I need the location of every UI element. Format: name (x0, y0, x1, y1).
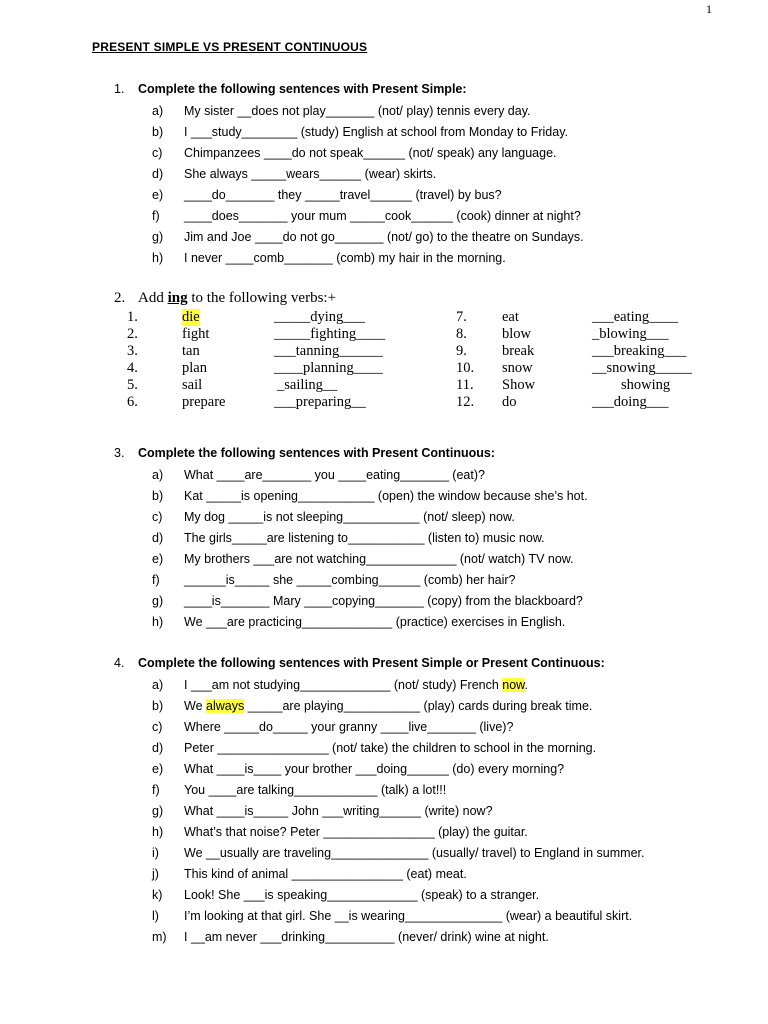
item-text: _____are playing___________ (play) cards during break time. (244, 699, 593, 713)
verb-answer: __snowing_____ (592, 360, 692, 376)
section-2-heading (114, 290, 336, 307)
item-text: I ___study________ (study) English at school from Monday to Friday. (184, 125, 569, 139)
section-number: 4. (114, 656, 125, 670)
item-letter: d) (152, 741, 164, 755)
item-text: I never ____comb_______ (comb) my hair in the morning. (184, 251, 506, 265)
verb-number: 12. (456, 394, 475, 410)
exercise-item (152, 488, 588, 509)
verb-word: tan (182, 343, 200, 359)
exercise-item (152, 530, 588, 551)
exercise-item (152, 866, 644, 887)
item-text: I ___am not studying_____________ (not/ study) French (184, 678, 503, 692)
section-number: 1. (114, 82, 125, 96)
item-text: We (184, 699, 206, 713)
item-text: Look! She ___is speaking_____________ (speak) to a stranger. (184, 888, 540, 902)
section-title: Complete the following sentences with Present Continuous: (138, 446, 495, 460)
item-letter: k) (152, 888, 163, 902)
item-text: Where _____do_____ your granny ____live_______ (live)? (184, 720, 514, 734)
exercise-item (152, 908, 644, 929)
verb-answer: ___doing___ (592, 394, 669, 410)
item-text: My sister __does not play_______ (not/ play) tennis every day. (184, 104, 531, 118)
item-letter: g) (152, 230, 164, 244)
exercise-item (152, 145, 584, 166)
item-letter: g) (152, 594, 164, 608)
item-text: ____do_______ they _____travel______ (travel) by bus? (184, 188, 502, 202)
section-1-items (152, 103, 584, 271)
item-text: ____is_______ Mary ____copying_______ (copy) from the blackboard? (184, 594, 583, 608)
section-number: 2. (114, 290, 126, 306)
exercise-item (152, 803, 644, 824)
item-letter: e) (152, 762, 164, 776)
verb-word: break (502, 343, 535, 359)
item-text: My brothers ___are not watching_____________ (not/ watch) TV now. (184, 552, 574, 566)
item-letter: f) (152, 573, 160, 587)
item-letter: h) (152, 825, 164, 839)
item-letter: f) (152, 783, 160, 797)
exercise-item (152, 761, 644, 782)
item-letter: a) (152, 104, 164, 118)
section-1-heading (114, 82, 467, 96)
item-letter: b) (152, 489, 164, 503)
verb-number: 6. (127, 394, 138, 410)
verb-word: do (502, 394, 517, 410)
item-text: You ____are talking____________ (talk) a lot!!! (184, 783, 447, 797)
exercise-item (152, 572, 588, 593)
item-text: What’s that noise? Peter ________________ (play) the guitar. (184, 825, 528, 839)
item-text: ______is_____ she _____combing______ (comb) her hair? (184, 573, 516, 587)
verb-word: sail (182, 377, 203, 393)
item-text: We ___are practicing_____________ (practice) exercises in English. (184, 615, 566, 629)
section-3-heading (114, 446, 495, 460)
exercise-item (152, 845, 644, 866)
verb-row (0, 326, 768, 343)
verb-answer: ___breaking___ (592, 343, 687, 359)
exercise-item (152, 208, 584, 229)
item-letter: c) (152, 146, 163, 160)
heading-after: to the following verbs:+ (187, 290, 337, 306)
verb-word: prepare (182, 394, 226, 410)
verb-row (0, 394, 768, 411)
section-title: Complete the following sentences with Present Simple: (138, 82, 467, 96)
verb-word: snow (502, 360, 533, 376)
item-text: The girls_____are listening to___________ (listen to) music now. (184, 531, 545, 545)
verb-number: 8. (456, 326, 467, 342)
item-letter: c) (152, 510, 163, 524)
section-number: 3. (114, 446, 125, 460)
item-text: What ____is____ your brother ___doing______ (do) every morning? (184, 762, 565, 776)
verb-answer: _____dying___ (274, 309, 366, 325)
exercise-item (152, 593, 588, 614)
item-letter: h) (152, 615, 164, 629)
verb-number: 7. (456, 309, 467, 325)
item-letter: e) (152, 188, 164, 202)
item-letter: b) (152, 699, 164, 713)
exercise-item (152, 719, 644, 740)
item-text: . (524, 678, 529, 692)
item-text: I __am never ___drinking__________ (never/ drink) wine at night. (184, 930, 549, 944)
verb-row (0, 360, 768, 377)
section-4-heading (114, 656, 605, 670)
verb-number: 4. (127, 360, 138, 376)
verb-word: Show (502, 377, 536, 393)
exercise-item (152, 103, 584, 124)
section-3-items (152, 467, 588, 635)
item-text: This kind of animal ________________ (eat) meat. (184, 867, 467, 881)
item-letter: m) (152, 930, 167, 944)
item-letter: j) (152, 867, 159, 881)
verb-answer: ___tanning______ (274, 343, 383, 359)
item-text: Peter ________________ (not/ take) the children to school in the morning. (184, 741, 597, 755)
item-text: What ____are_______ you ____eating_______ (eat)? (184, 468, 485, 482)
verb-word: eat (502, 309, 519, 325)
item-letter: e) (152, 552, 164, 566)
worksheet-title: PRESENT SIMPLE VS PRESENT CONTINUOUS (92, 40, 368, 54)
page-number: 1 (706, 2, 712, 16)
item-letter: c) (152, 720, 163, 734)
exercise-item (152, 551, 588, 572)
exercise-item (152, 229, 584, 250)
item-letter: d) (152, 167, 164, 181)
highlighted-word: always (206, 699, 245, 713)
verb-number: 1. (127, 309, 138, 325)
item-text: She always _____wears______ (wear) skirts. (184, 167, 437, 181)
exercise-item (152, 929, 644, 950)
heading-ing: ing (167, 290, 188, 306)
verbs-table (0, 309, 768, 411)
exercise-item (152, 467, 588, 488)
item-text: ____does_______ your mum _____cook______ (cook) dinner at night? (184, 209, 581, 223)
item-letter: i) (152, 846, 159, 860)
item-letter: h) (152, 251, 164, 265)
item-text: Jim and Joe ____do not go_______ (not/ go) to the theatre on Sundays. (184, 230, 584, 244)
exercise-item (152, 124, 584, 145)
exercise-item (152, 698, 644, 719)
verb-answer: ___preparing__ (274, 394, 366, 410)
heading-before: Add (138, 290, 168, 306)
exercise-item (152, 509, 588, 530)
item-text: My dog _____is not sleeping___________ (not/ sleep) now. (184, 510, 515, 524)
verb-word: fight (182, 326, 210, 342)
exercise-item (152, 887, 644, 908)
item-text: I’m looking at that girl. She __is wearing______________ (wear) a beautiful skirt. (184, 909, 633, 923)
verb-word: plan (182, 360, 207, 376)
verb-number: 9. (456, 343, 467, 359)
verb-answer: ____planning____ (274, 360, 383, 376)
item-letter: l) (152, 909, 159, 923)
item-letter: b) (152, 125, 164, 139)
verb-row (0, 309, 768, 326)
verb-number: 2. (127, 326, 138, 342)
verb-number: 10. (456, 360, 475, 376)
verb-answer: showing (621, 377, 671, 393)
item-letter: a) (152, 468, 164, 482)
exercise-item (152, 782, 644, 803)
exercise-item (152, 677, 644, 698)
verb-number: 3. (127, 343, 138, 359)
verb-row (0, 343, 768, 360)
section-4-items (152, 677, 644, 950)
verb-answer: _____fighting____ (274, 326, 386, 342)
item-text: Chimpanzees ____do not speak______ (not/ speak) any language. (184, 146, 557, 160)
exercise-item (152, 614, 588, 635)
verb-answer: _sailing__ (277, 377, 338, 393)
section-title: Complete the following sentences with Present Simple or Present Continuous: (138, 656, 605, 670)
item-letter: a) (152, 678, 164, 692)
item-text: Kat _____is opening___________ (open) the window because she’s hot. (184, 489, 588, 503)
exercise-item (152, 166, 584, 187)
verb-answer: _blowing___ (592, 326, 669, 342)
verb-answer: ___eating____ (592, 309, 679, 325)
verb-word: blow (502, 326, 531, 342)
item-letter: f) (152, 209, 160, 223)
item-text: What ____is_____ John ___writing______ (write) now? (184, 804, 493, 818)
verb-word: die (182, 309, 200, 325)
highlighted-word: now (502, 678, 525, 692)
item-text: We __usually are traveling______________ (usually/ travel) to England in summer. (184, 846, 645, 860)
verb-row (0, 377, 768, 394)
item-letter: g) (152, 804, 164, 818)
verb-number: 5. (127, 377, 138, 393)
verb-number: 11. (456, 377, 474, 393)
exercise-item (152, 740, 644, 761)
exercise-item (152, 824, 644, 845)
exercise-item (152, 250, 584, 271)
exercise-item (152, 187, 584, 208)
item-letter: d) (152, 531, 164, 545)
